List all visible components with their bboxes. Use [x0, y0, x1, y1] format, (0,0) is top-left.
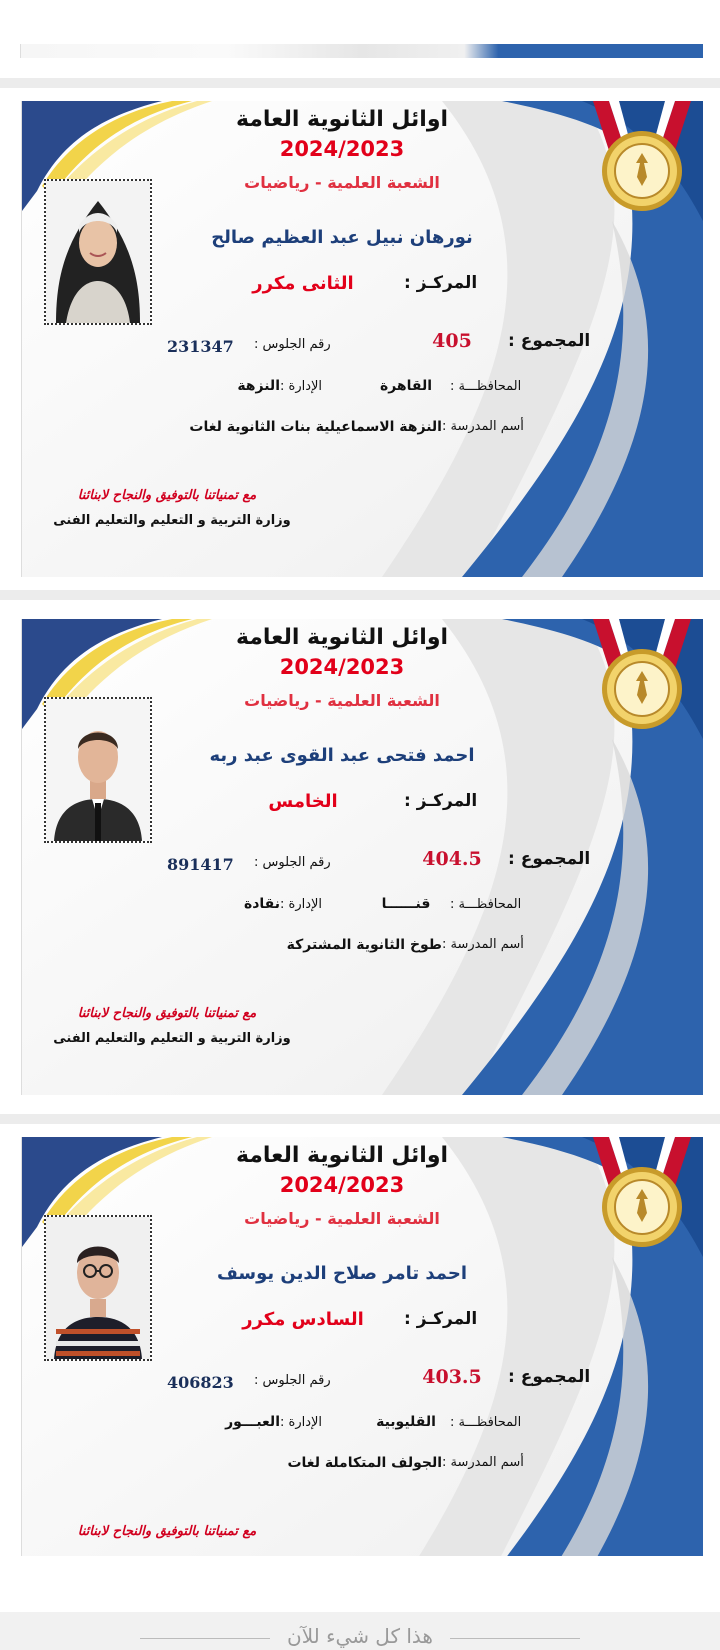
seat-number-label: رقم الجلوس :: [254, 337, 331, 352]
administration-value: العبـــور: [225, 1414, 280, 1430]
school-label: أسم المدرسة :: [442, 1455, 524, 1470]
post-image-3[interactable]: [0, 1124, 720, 1612]
ministry-of-education-medal-icon: [587, 619, 697, 739]
student-name: احمد فتحى عبد القوى عبد ربه: [209, 745, 475, 766]
student-photo-female-hijab: [44, 179, 152, 325]
rank-label: المركـز :: [404, 1309, 478, 1329]
total-score: 403.5: [422, 1366, 482, 1388]
divider: [0, 1114, 720, 1124]
wishes-text: مع تمنياتنا بالتوفيق والنجاح لابنائنا: [77, 1524, 257, 1539]
total-label: المجموع :: [508, 1367, 591, 1387]
seat-number-label: رقم الجلوس :: [254, 1373, 331, 1388]
seat-number-label: رقم الجلوس :: [254, 855, 331, 870]
ministry-of-education-medal-icon: [587, 1137, 697, 1257]
governorate-label: المحافظـــة :: [450, 1415, 522, 1430]
ministry-name: وزارة التربية و التعليم والتعليم الفنى: [53, 1031, 291, 1046]
governorate-value: قنــــــا: [381, 896, 431, 912]
honor-certificate-card: [21, 101, 703, 577]
rank-value: السادس مكرر: [242, 1309, 364, 1330]
seat-number: 406823: [167, 1373, 234, 1392]
rank-value: الثانى مكرر: [252, 273, 354, 294]
certificate-title: اوائل الثانوية العامة: [235, 107, 449, 132]
student-name: نورهان نبيل عبد العظيم صالح: [211, 227, 473, 248]
certificate-branch: الشعبة العلمية - رياضيات: [244, 173, 440, 192]
post-image-2[interactable]: [0, 600, 720, 1114]
end-of-feed: [0, 1612, 720, 1650]
honor-certificate-card: [21, 1137, 703, 1556]
administration-label: الإدارة :: [280, 897, 323, 912]
certificate-title: اوائل الثانوية العامة: [235, 625, 449, 650]
student-photo-male-glasses: [44, 1215, 152, 1361]
total-score: 405: [432, 330, 472, 352]
school-name: الجولف المتكاملة لغات: [287, 1455, 442, 1471]
rank-label: المركـز :: [404, 273, 478, 293]
total-label: المجموع :: [508, 849, 591, 869]
divider: [0, 78, 720, 88]
wishes-text: مع تمنياتنا بالتوفيق والنجاح لابنائنا: [77, 1006, 257, 1021]
certificate-year: 2024/2023: [279, 655, 405, 679]
rank-value: الخامس: [268, 791, 338, 812]
certificate-title: اوائل الثانوية العامة: [235, 1143, 449, 1168]
administration-label: الإدارة :: [280, 379, 323, 394]
administration-value: النزهة: [237, 378, 280, 394]
administration-value: نقادة: [243, 896, 280, 912]
rank-label: المركـز :: [404, 791, 478, 811]
administration-label: الإدارة :: [280, 1415, 323, 1430]
wishes-text: مع تمنياتنا بالتوفيق والنجاح لابنائنا: [77, 488, 257, 503]
student-photo-male-suit: [44, 697, 152, 843]
governorate-label: المحافظـــة :: [450, 897, 522, 912]
ministry-of-education-medal-icon: [587, 101, 697, 221]
divider: [0, 590, 720, 600]
school-name: النزهة الاسماعيلية بنات الثانوية لغات: [189, 419, 442, 435]
total-score: 404.5: [422, 848, 482, 870]
school-name: طوخ الثانوية المشتركة: [286, 937, 442, 953]
post-image-1[interactable]: [0, 88, 720, 590]
total-label: المجموع :: [508, 331, 591, 351]
governorate-value: القاهرة: [379, 378, 433, 394]
seat-number: 891417: [167, 855, 234, 874]
seat-number: 231347: [167, 337, 234, 356]
previous-image-strip: [20, 44, 703, 58]
student-name: احمد تامر صلاح الدين يوسف: [216, 1263, 468, 1284]
governorate-label: المحافظـــة :: [450, 379, 522, 394]
school-label: أسم المدرسة :: [442, 937, 524, 952]
governorate-value: القليوبية: [376, 1414, 436, 1430]
certificate-year: 2024/2023: [279, 1173, 405, 1197]
certificate-year: 2024/2023: [279, 137, 405, 161]
certificate-branch: الشعبة العلمية - رياضيات: [244, 1209, 440, 1228]
previous-post-image-tail: [0, 0, 720, 78]
school-label: أسم المدرسة :: [442, 419, 524, 434]
honor-certificate-card: [21, 619, 703, 1095]
ministry-name: وزارة التربية و التعليم والتعليم الفنى: [53, 513, 291, 528]
certificate-branch: الشعبة العلمية - رياضيات: [244, 691, 440, 710]
end-of-feed-text: هذا كل شيء للآن: [287, 1624, 433, 1648]
